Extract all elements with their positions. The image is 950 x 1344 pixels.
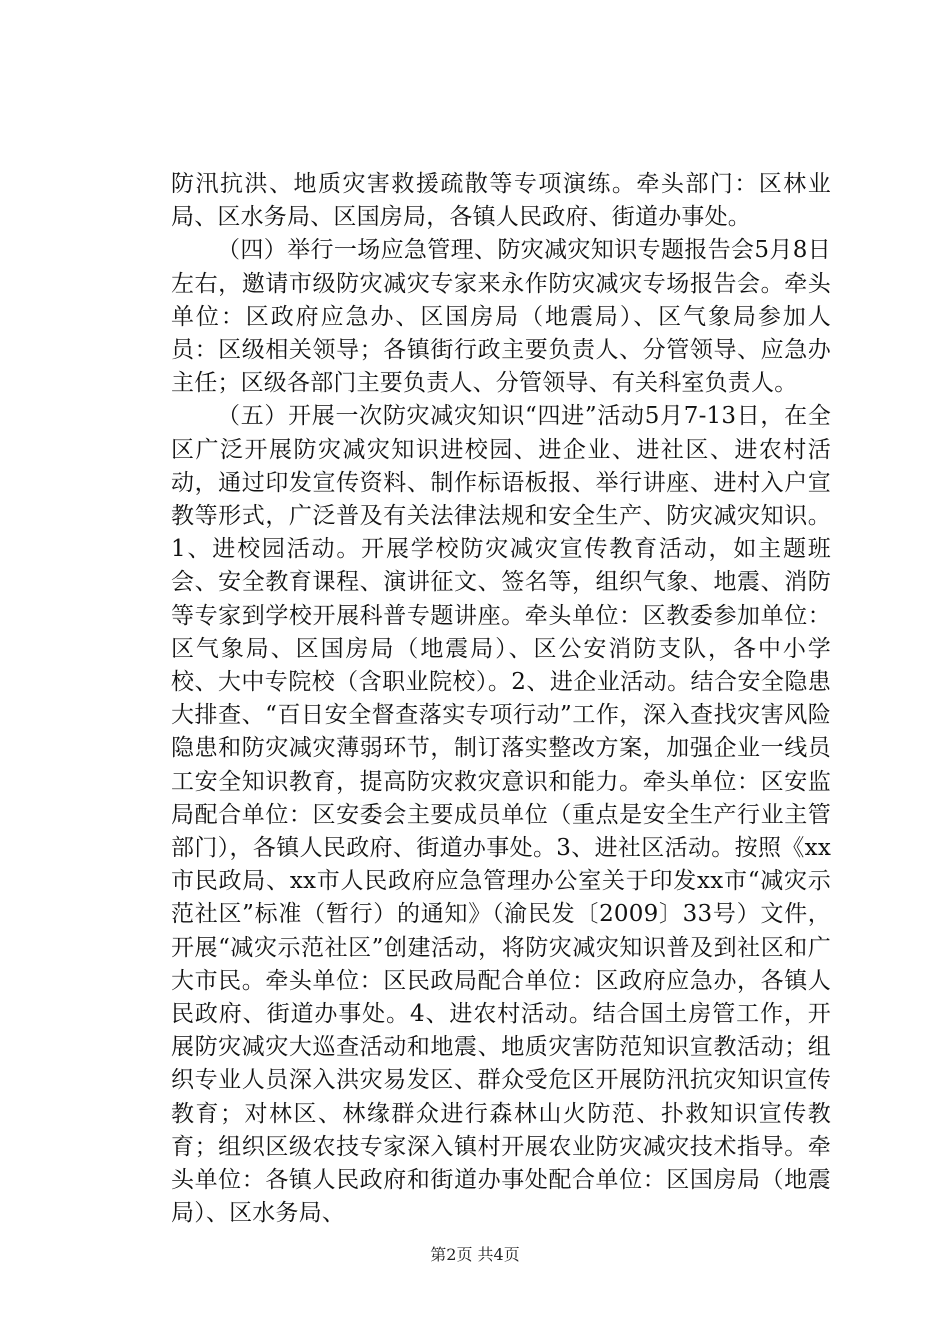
paragraph-section-four: （四）举行一场应急管理、防灾减灾知识专题报告会5月8日左右，邀请市级防灾减灾专家来永作防灾减灾专场报告会。牵头单位：区政府应急办、区国房局（地震局）、区气象局参加人员：区级相关领导；各镇街行政主要负责人、分管领导、应急办主任；区级各部门主要负责人、分管领导、有关科室负责人。 <box>171 237 831 397</box>
document-body <box>171 168 831 1231</box>
paragraph-continuation: 防汛抗洪、地质灾害救援疏散等专项演练。牵头部门：区林业局、区水务局、区国房局，各镇人民政府、街道办事处。 <box>171 171 831 231</box>
paragraph-section-five: （五）开展一次防灾减灾知识“四进”活动5月7-13日，在全区广泛开展防灾减灾知识进校园、进企业、进社区、进农村活动，通过印发宣传资料、制作标语板报、举行讲座、进村入户宣教等形式，广泛普及有关法律法规和安全生产、防灾减灾知识。1、进校园活动。开展学校防灾减灾宣传教育活动，如主题班会、安全教育课程、演讲征文、签名等，组织气象、地震、消防等专家到学校开展科普专题讲座。牵头单位：区教委参加单位：区气象局、区国房局（地震局）、区公安消防支队，各中小学校、大中专院校（含职业院校）。2、进企业活动。结合安全隐患大排查、“百日安全督查落实专项行动”工作，深入查找灾害风险隐患和防灾减灾薄弱环节，制订落实整改方案，加强企业一线员工安全知识教育，提高防灾救灾意识和能力。牵头单位：区安监局配合单位：区安委会主要成员单位（重点是安全生产行业主管部门），各镇人民政府、街道办事处。3、进社区活动。按照《xx市民政局、xx市人民政府应急管理办公室关于印发xx市“减灾示范社区”标准（暂行）的通知》（渝民发〔2009〕33号）文件，开展“减灾示范社区”创建活动，将防灾减灾知识普及到社区和广大市民。牵头单位：区民政局配合单位：区政府应急办，各镇人民政府、街道办事处。4、进农村活动。结合国土房管工作，开展防灾减灾大巡查活动和地震、地质灾害防范知识宣教活动；组织专业人员深入洪灾易发区、群众受危区开展防汛抗灾知识宣传教育；对林区、林缘群众进行森林山火防范、扑救知识宣传教育；组织区级农技专家深入镇村开展农业防灾减灾技术指导。牵头单位：各镇人民政府和街道办事处配合单位：区国房局（地震局）、区水务局、 <box>171 403 831 1227</box>
page-number-footer: 第2页 共4页 <box>430 1245 520 1264</box>
